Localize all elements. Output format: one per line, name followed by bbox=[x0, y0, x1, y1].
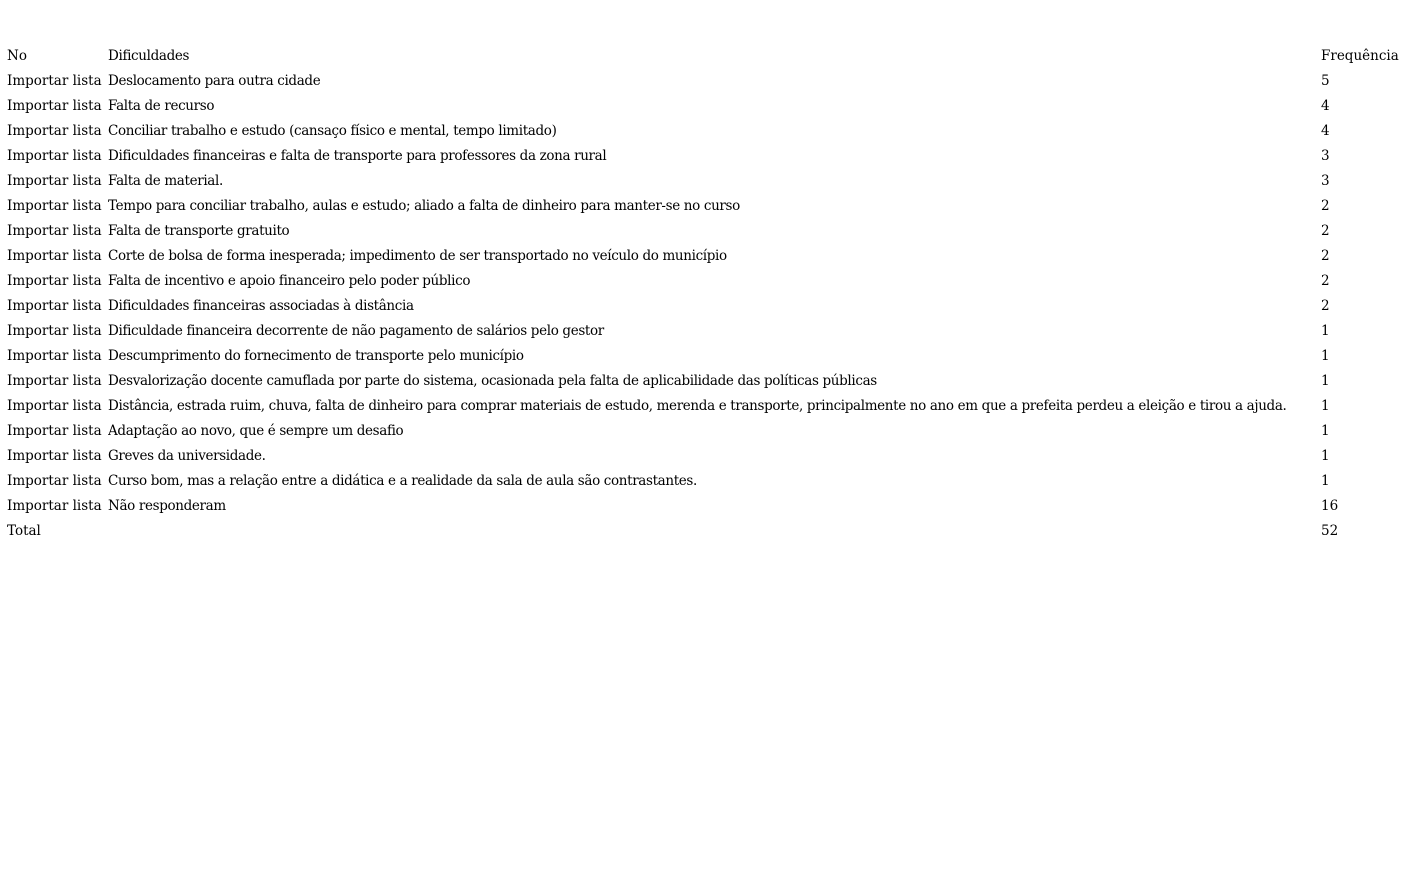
cell-dificuldade: Curso bom, mas a relação entre a didática e a realidade da sala de aula são contrastantes. bbox=[108, 473, 697, 489]
cell-no: Importar lista bbox=[7, 323, 102, 339]
table-row bbox=[7, 469, 1399, 494]
table-row bbox=[7, 294, 1399, 319]
cell-dificuldade: Corte de bolsa de forma inesperada; impedimento de ser transportado no veículo do município bbox=[108, 248, 727, 264]
cell-no: Importar lista bbox=[7, 448, 102, 464]
cell-no: Importar lista bbox=[7, 223, 102, 239]
cell-no: Importar lista bbox=[7, 198, 102, 214]
cell-no: Importar lista bbox=[7, 123, 102, 139]
table-row bbox=[7, 344, 1399, 369]
cell-dificuldade: Descumprimento do fornecimento de transporte pelo município bbox=[108, 348, 524, 364]
cell-no: Importar lista bbox=[7, 473, 102, 489]
table-row bbox=[7, 269, 1399, 294]
cell-frequencia: 1 bbox=[1321, 398, 1330, 414]
table-row bbox=[7, 419, 1399, 444]
cell-frequencia: 1 bbox=[1321, 473, 1330, 489]
difficulties-table bbox=[7, 44, 1399, 544]
cell-dificuldade: Falta de transporte gratuito bbox=[108, 223, 290, 239]
total-label: Total bbox=[7, 523, 41, 539]
cell-no: Importar lista bbox=[7, 373, 102, 389]
cell-frequencia: 1 bbox=[1321, 348, 1330, 364]
table-row bbox=[7, 369, 1399, 394]
table-row bbox=[7, 169, 1399, 194]
cell-frequencia: 1 bbox=[1321, 448, 1330, 464]
cell-frequencia: 3 bbox=[1321, 148, 1330, 164]
cell-no: Importar lista bbox=[7, 398, 102, 414]
table-row bbox=[7, 244, 1399, 269]
cell-frequencia: 4 bbox=[1321, 98, 1330, 114]
cell-dificuldade: Dificuldade financeira decorrente de não pagamento de salários pelo gestor bbox=[108, 323, 604, 339]
table-row bbox=[7, 194, 1399, 219]
table-total-row bbox=[7, 519, 1399, 544]
cell-dificuldade: Desvalorização docente camuflada por parte do sistema, ocasionada pela falta de aplicabilidade das políticas públicas bbox=[108, 373, 877, 389]
table-row bbox=[7, 94, 1399, 119]
cell-frequencia: 2 bbox=[1321, 248, 1330, 264]
cell-frequencia: 16 bbox=[1321, 498, 1339, 514]
cell-frequencia: 1 bbox=[1321, 423, 1330, 439]
cell-dificuldade: Adaptação ao novo, que é sempre um desafio bbox=[108, 423, 404, 439]
cell-no: Importar lista bbox=[7, 73, 102, 89]
cell-dificuldade: Dificuldades financeiras e falta de transporte para professores da zona rural bbox=[108, 148, 607, 164]
total-value: 52 bbox=[1321, 523, 1339, 539]
table-row bbox=[7, 444, 1399, 469]
cell-frequencia: 2 bbox=[1321, 223, 1330, 239]
cell-dificuldade: Greves da universidade. bbox=[108, 448, 266, 464]
cell-dificuldade: Distância, estrada ruim, chuva, falta de dinheiro para comprar materiais de estudo, merenda e transporte, principalmente no ano em que a prefeita perdeu a eleição e tirou a ajuda. bbox=[108, 398, 1287, 414]
table-row bbox=[7, 319, 1399, 344]
cell-frequencia: 2 bbox=[1321, 298, 1330, 314]
cell-no: Importar lista bbox=[7, 423, 102, 439]
cell-no: Importar lista bbox=[7, 148, 102, 164]
cell-dificuldade: Tempo para conciliar trabalho, aulas e estudo; aliado a falta de dinheiro para manter-se no curso bbox=[108, 198, 740, 214]
table-row bbox=[7, 69, 1399, 94]
cell-frequencia: 1 bbox=[1321, 373, 1330, 389]
cell-frequencia: 1 bbox=[1321, 323, 1330, 339]
table-row bbox=[7, 494, 1399, 519]
cell-dificuldade: Falta de material. bbox=[108, 173, 223, 189]
cell-dificuldade: Falta de recurso bbox=[108, 98, 215, 114]
cell-no: Importar lista bbox=[7, 248, 102, 264]
cell-dificuldade: Não responderam bbox=[108, 498, 226, 514]
table-row bbox=[7, 394, 1399, 419]
cell-frequencia: 2 bbox=[1321, 198, 1330, 214]
cell-frequencia: 4 bbox=[1321, 123, 1330, 139]
header-dificuldades: Dificuldades bbox=[108, 48, 190, 64]
cell-frequencia: 2 bbox=[1321, 273, 1330, 289]
table-row bbox=[7, 144, 1399, 169]
cell-no: Importar lista bbox=[7, 173, 102, 189]
cell-dificuldade: Deslocamento para outra cidade bbox=[108, 73, 321, 89]
table-row bbox=[7, 219, 1399, 244]
cell-dificuldade: Falta de incentivo e apoio financeiro pelo poder público bbox=[108, 273, 471, 289]
header-no: No bbox=[7, 48, 27, 64]
total-empty-cell bbox=[108, 519, 1321, 544]
cell-frequencia: 5 bbox=[1321, 73, 1330, 89]
cell-no: Importar lista bbox=[7, 98, 102, 114]
cell-no: Importar lista bbox=[7, 273, 102, 289]
cell-dificuldade: Dificuldades financeiras associadas à distância bbox=[108, 298, 414, 314]
header-frequencia: Frequência bbox=[1321, 48, 1399, 64]
cell-no: Importar lista bbox=[7, 298, 102, 314]
cell-dificuldade: Conciliar trabalho e estudo (cansaço físico e mental, tempo limitado) bbox=[108, 123, 557, 139]
table-header-row bbox=[7, 44, 1399, 69]
cell-frequencia: 3 bbox=[1321, 173, 1330, 189]
table-row bbox=[7, 119, 1399, 144]
cell-no: Importar lista bbox=[7, 498, 102, 514]
cell-no: Importar lista bbox=[7, 348, 102, 364]
